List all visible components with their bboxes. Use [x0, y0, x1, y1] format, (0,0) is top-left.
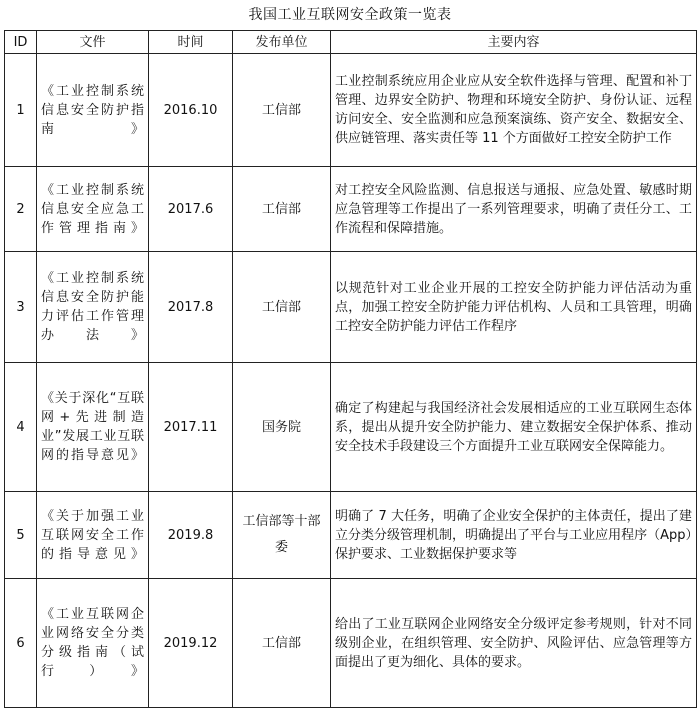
cell-content: 以规范针对工业企业开展的工控安全防护能力评估活动为重点，加强工控安全防护能力评估机构、人员和工具管理，明确工控安全防护能力评估工作程序 — [331, 252, 697, 363]
cell-time: 2016.10 — [149, 54, 233, 167]
table-row — [5, 167, 697, 252]
cell-doc: 《工业控制系统信息安全应急工作管理指南》 — [37, 167, 149, 252]
cell-doc: 《关于深化“互联网+先进制造业”发展工业互联网的指导意见》 — [37, 363, 149, 492]
header-org: 发布单位 — [233, 31, 331, 54]
policy-table — [4, 30, 697, 708]
cell-id: 5 — [5, 492, 37, 579]
cell-id: 3 — [5, 252, 37, 363]
cell-id: 1 — [5, 54, 37, 167]
cell-org: 工信部 — [233, 579, 331, 708]
cell-doc: 《工业控制系统信息安全防护指南》 — [37, 54, 149, 167]
cell-time: 2017.8 — [149, 252, 233, 363]
table-row — [5, 579, 697, 708]
table-caption: 我国工业互联网安全政策一览表 — [248, 7, 452, 23]
cell-org: 工信部等十部委 — [233, 492, 331, 579]
cell-doc: 《工业互联网企业网络安全分类分级指南（试行）》 — [37, 579, 149, 708]
cell-org: 工信部 — [233, 252, 331, 363]
cell-time: 2019.8 — [149, 492, 233, 579]
cell-org: 工信部 — [233, 54, 331, 167]
cell-org: 国务院 — [233, 363, 331, 492]
table-row — [5, 363, 697, 492]
cell-content: 工业控制系统应用企业应从安全软件选择与管理、配置和补丁管理、边界安全防护、物理和环境安全防护、身份认证、远程访问安全、安全监测和应急预案演练、资产安全、数据安全、供应链管理、落实责任等 11 个方面做好工控安全防护工作 — [331, 54, 697, 167]
header-content: 主要内容 — [331, 31, 697, 54]
header-doc: 文件 — [37, 31, 149, 54]
cell-content: 明确了 7 大任务，明确了企业安全保护的主体责任，提出了建立分类分级管理机制，明确提出了平台与工业应用程序（App）保护要求、工业数据保护要求等 — [331, 492, 697, 579]
cell-content: 给出了工业互联网企业网络安全分级评定参考规则，针对不同级别企业，在组织管理、安全防护、风险评估、应急管理等方面提出了更为细化、具体的要求。 — [331, 579, 697, 708]
cell-time: 2019.12 — [149, 579, 233, 708]
table-row — [5, 54, 697, 167]
cell-doc: 《工业控制系统信息安全防护能力评估工作管理办法》 — [37, 252, 149, 363]
header-time: 时间 — [149, 31, 233, 54]
header-row — [5, 31, 697, 54]
cell-content: 确定了构建起与我国经济社会发展相适应的工业互联网生态体系，提出从提升安全防护能力、建立数据安全保护体系、推动安全技术手段建设三个方面提升工业互联网安全保障能力。 — [331, 363, 697, 492]
cell-id: 6 — [5, 579, 37, 708]
cell-content: 对工控安全风险监测、信息报送与通报、应急处置、敏感时期应急管理等工作提出了一系列管理要求，明确了责任分工、工作流程和保障措施。 — [331, 167, 697, 252]
cell-org: 工信部 — [233, 167, 331, 252]
cell-doc: 《关于加强工业互联网安全工作的指导意见》 — [37, 492, 149, 579]
cell-id: 2 — [5, 167, 37, 252]
table-row — [5, 252, 697, 363]
header-id: ID — [5, 31, 37, 54]
cell-time: 2017.6 — [149, 167, 233, 252]
cell-time: 2017.11 — [149, 363, 233, 492]
table-row — [5, 492, 697, 579]
cell-id: 4 — [5, 363, 37, 492]
